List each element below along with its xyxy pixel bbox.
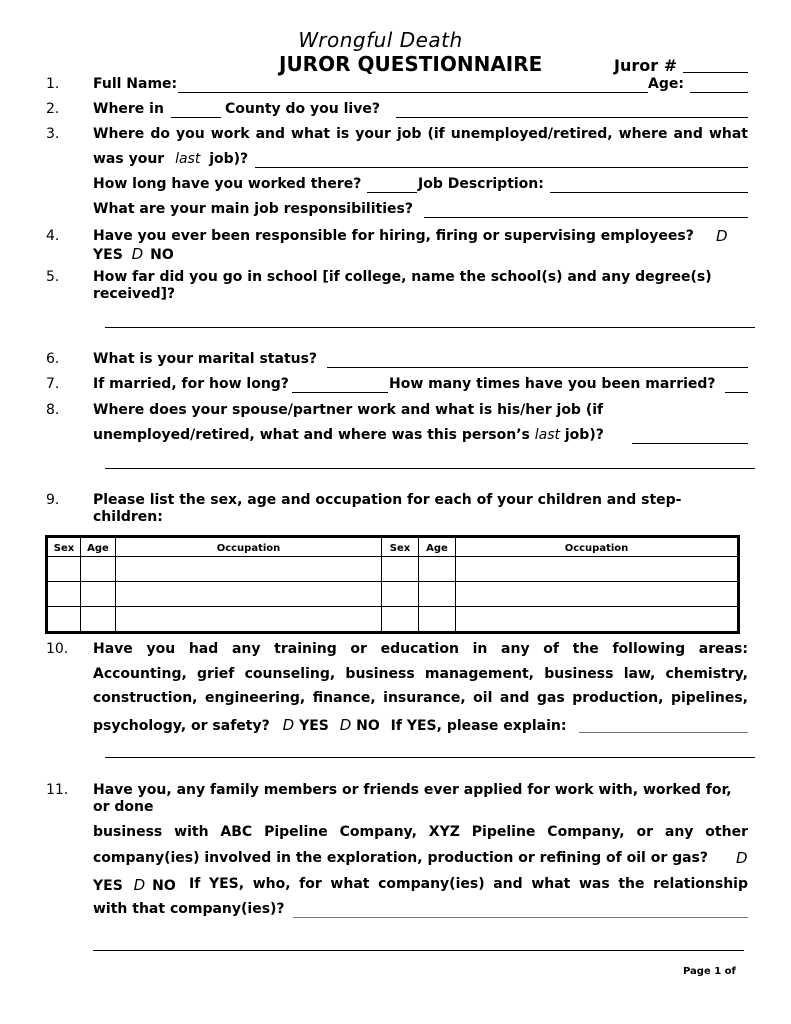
q10-line3: construction, engineering, finance, insurance, oil and gas production, pipelines, <box>93 690 748 706</box>
q3-line2-b: job)? <box>209 151 249 167</box>
q10-line4-a: psychology, or safety? <box>93 718 270 734</box>
table-cell[interactable] <box>81 607 116 633</box>
q3-line1: Where do you work and what is your job (if unemployed/retired, where and what <box>93 126 748 142</box>
table-cell[interactable] <box>419 557 456 582</box>
table-row <box>47 607 739 633</box>
table-cell[interactable] <box>116 607 382 633</box>
q6-text: What is your marital status? <box>93 351 318 367</box>
col-occupation-1: Occupation <box>116 537 382 557</box>
q4-yes-label: YES <box>93 247 123 263</box>
table-row <box>47 582 739 607</box>
q10-line2: Accounting, grief counseling, business management, business law, chemistry, <box>93 666 748 682</box>
table-cell[interactable] <box>47 557 81 582</box>
q5-number: 5. <box>46 269 60 285</box>
table-cell[interactable] <box>456 582 739 607</box>
q4-yes-no <box>93 245 174 263</box>
table-row <box>47 557 739 582</box>
table-cell[interactable] <box>47 607 81 633</box>
q11-line3: business with ABC Pipeline Company, XYZ Pipeline Company, or any other <box>93 824 748 840</box>
q3-job-desc-label: Job Description: <box>418 176 544 192</box>
q8-line2-a: unemployed/retired, what and where was this person’s <box>93 427 530 443</box>
q11-yes-no <box>93 876 176 894</box>
full-name-field[interactable] <box>178 78 648 93</box>
table-cell[interactable] <box>81 557 116 582</box>
q11-line4: company(ies) involved in the exploration, production or refining of oil or gas? <box>93 850 709 866</box>
q3-line2-italic: last <box>175 151 201 167</box>
table-cell[interactable] <box>382 582 419 607</box>
job-description-field[interactable] <box>550 178 748 193</box>
q2-text-b: County do you live? <box>225 101 380 117</box>
q3-line2-a: was your <box>93 151 165 167</box>
table-cell[interactable] <box>116 582 382 607</box>
q10-number: 10. <box>46 641 69 657</box>
col-age-2: Age <box>419 537 456 557</box>
q7-number: 7. <box>46 376 60 392</box>
subtitle-text: Wrongful Death <box>298 28 463 52</box>
q7-text-a: If married, for how long? <box>93 376 289 392</box>
q11-line6: with that company(ies)? <box>93 901 285 917</box>
q1-number: 1. <box>46 76 60 92</box>
juror-number-label: Juror # <box>614 56 678 75</box>
residence-field[interactable] <box>396 103 748 118</box>
marriage-length-field[interactable] <box>292 378 388 393</box>
q10-line4 <box>93 716 566 734</box>
form-subtitle <box>0 28 791 52</box>
spouse-job-field[interactable] <box>632 429 748 444</box>
q1-name-label: Full Name: <box>93 76 178 92</box>
job-responsibilities-field[interactable] <box>424 203 748 218</box>
table-cell[interactable] <box>81 582 116 607</box>
q11-yes-checkbox[interactable]: D <box>736 849 748 867</box>
q4-text: Have you ever been responsible for hiring, firing or supervising employees? <box>93 228 694 244</box>
q2-text-a: Where in <box>93 101 164 117</box>
age-field[interactable] <box>690 78 748 93</box>
q10-line1: Have you had any training or education in any of the following areas: <box>93 641 748 657</box>
q11-line1: Have you, any family members or friends ever applied for work with, worked for, <box>93 782 732 798</box>
col-sex-2: Sex <box>382 537 419 557</box>
table-cell[interactable] <box>419 607 456 633</box>
q8-line2-italic: last <box>534 427 560 443</box>
q3-main-resp: What are your main job responsibilities? <box>93 201 413 217</box>
q10-yes-checkbox[interactable]: D <box>282 716 295 734</box>
q5-line1: How far did you go in school [if college, name the school(s) and any degree(s) <box>93 269 712 285</box>
children-table <box>45 535 740 634</box>
q10-yes-label: YES <box>299 718 329 734</box>
q9-number: 9. <box>46 492 60 508</box>
col-sex-1: Sex <box>47 537 81 557</box>
q11-yes-label: YES <box>93 878 123 894</box>
company-relationship-field[interactable] <box>293 903 748 918</box>
q10-explain-label: If YES, please explain: <box>390 718 567 734</box>
county-field[interactable] <box>171 103 221 118</box>
q6-number: 6. <box>46 351 60 367</box>
q8-line2-b: job)? <box>564 427 604 443</box>
col-age-1: Age <box>81 537 116 557</box>
q3-how-long: How long have you worked there? <box>93 176 362 192</box>
q11-line2: or done <box>93 799 154 815</box>
q11-no-checkbox[interactable]: D <box>133 876 146 894</box>
last-job-field[interactable] <box>255 153 748 168</box>
q2-number: 2. <box>46 101 60 117</box>
footer-rule <box>93 950 744 951</box>
q11-number: 11. <box>46 782 69 798</box>
q9-line2: children: <box>93 509 163 525</box>
times-married-field[interactable] <box>725 378 748 393</box>
table-cell[interactable] <box>419 582 456 607</box>
training-explain-field[interactable] <box>579 718 748 733</box>
q3-number: 3. <box>46 126 60 142</box>
q10-no-label: NO <box>356 718 380 734</box>
q8-line1: Where does your spouse/partner work and what is his/her job (if <box>93 402 604 418</box>
table-cell[interactable] <box>47 582 81 607</box>
col-occupation-2: Occupation <box>456 537 739 557</box>
q4-no-label: NO <box>150 247 174 263</box>
job-duration-field[interactable] <box>367 178 417 193</box>
table-cell[interactable] <box>382 607 419 633</box>
q8-line2 <box>93 427 604 443</box>
page-number: Page 1 of <box>683 966 736 977</box>
q5-line2: received]? <box>93 286 176 302</box>
q7-text-b: How many times have you been married? <box>389 376 716 392</box>
spouse-job-field-2[interactable] <box>105 454 755 469</box>
q10-no-checkbox[interactable]: D <box>339 716 352 734</box>
q3-line2 <box>93 151 248 167</box>
marital-status-field[interactable] <box>327 353 748 368</box>
q4-yes-checkbox[interactable]: D <box>716 227 728 245</box>
table-cell[interactable] <box>456 557 739 582</box>
q11-line5: If YES, who, for what company(ies) and what was the relationship <box>189 876 748 892</box>
form-title: JUROR QUESTIONNAIRE <box>279 52 543 76</box>
q1-age-label: Age: <box>648 76 684 92</box>
training-explain-field-2[interactable] <box>105 743 755 758</box>
q4-number: 4. <box>46 228 60 244</box>
juror-number-field[interactable] <box>683 58 748 73</box>
table-cell[interactable] <box>116 557 382 582</box>
education-field[interactable] <box>105 313 755 328</box>
table-cell[interactable] <box>456 607 739 633</box>
q4-no-checkbox[interactable]: D <box>131 245 144 263</box>
q9-line1: Please list the sex, age and occupation for each of your children and step- <box>93 492 682 508</box>
table-header-row <box>47 537 739 557</box>
q8-number: 8. <box>46 402 60 418</box>
table-cell[interactable] <box>382 557 419 582</box>
q11-no-label: NO <box>152 878 176 894</box>
